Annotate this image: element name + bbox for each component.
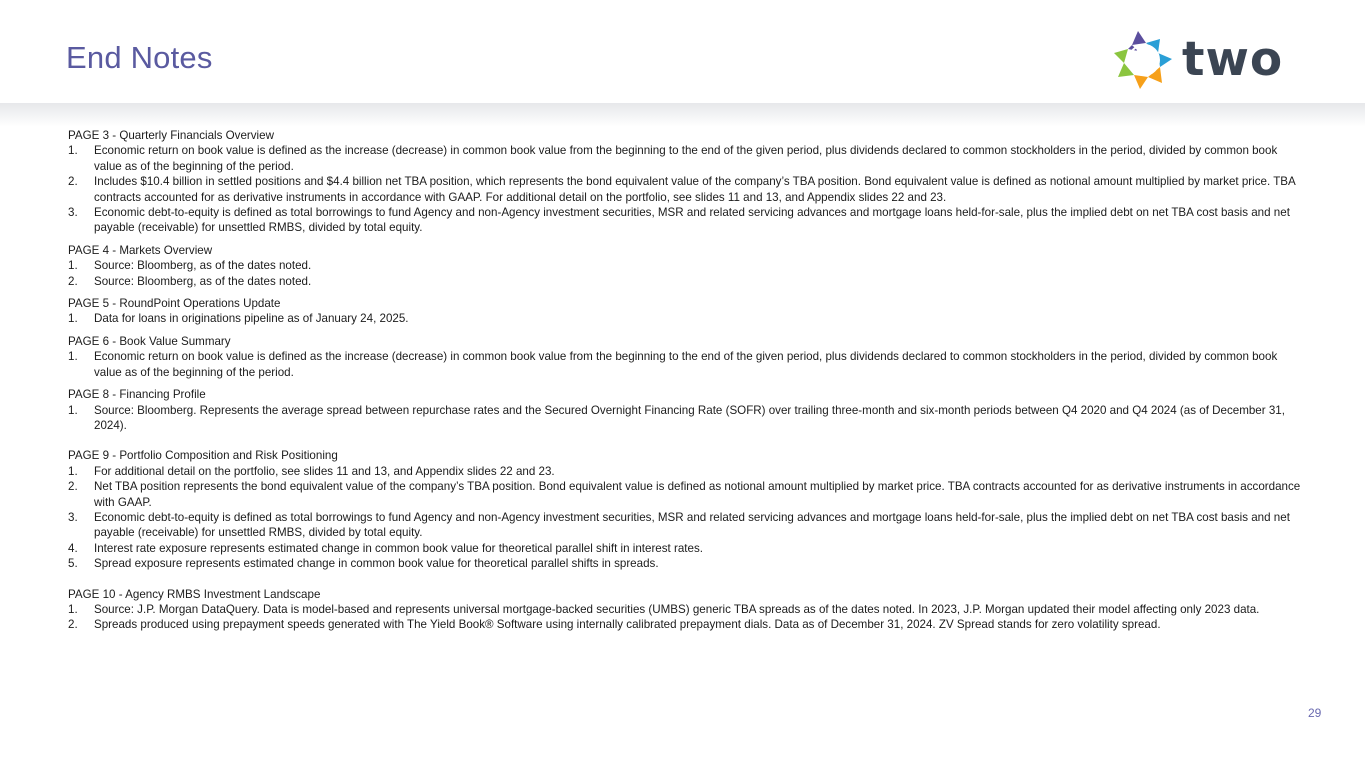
section-title: PAGE 9 - Portfolio Composition and Risk Positioning [68,449,338,463]
note-text: Includes $10.4 billion in settled positions and $4.4 billion net TBA position, which represents the bond equivalent value of the company’s TBA position. Bond equivalent value is defined as notional amount multiplied by market price. TBA contracts accounted for as derivative instruments in accordance with GAAP. For additional detail on the portfolio, see slides 11 and 13, and Appendix slides 22 and 23. [94,175,1296,204]
list-item [68,143,1308,174]
section-title: PAGE 6 - Book Value Summary [68,334,231,348]
note-number: 2. [68,274,78,288]
note-number: 4. [68,541,78,555]
note-text: Source: J.P. Morgan DataQuery. Data is model-based and represents universal mortgage-backed securities (UMBS) generic TBA spreads as of the dates noted. In 2023, J.P. Morgan updated their model affecting only 2023 data. [94,602,1260,616]
note-text: Economic debt-to-equity is defined as total borrowings to fund Agency and non-Agency investment securities, MSR and related servicing advances and mortgage loans held-for-sale, plus the implied debt on net TBA cost basis and net payable (receivable) for unsettled RMBS, divided by total equity. [94,206,1290,235]
section-title: PAGE 3 - Quarterly Financials Overview [68,129,274,142]
note-text: Source: Bloomberg, as of the dates noted. [94,259,312,273]
list-item [68,479,1308,510]
list-item [68,617,1308,632]
list-item [68,464,1308,479]
page-title: End Notes [66,40,213,75]
list-item [68,205,1308,236]
note-number: 1. [68,259,78,273]
note-text: Economic debt-to-equity is defined as total borrowings to fund Agency and non-Agency investment securities, MSR and related servicing advances and mortgage loans held-for-sale, plus the implied debt on net TBA cost basis and net payable (receivable) for unsettled RMBS, divided by total equity. [94,510,1290,540]
note-text: Spread exposure represents estimated change in common book value for theoretical parallel shifts in spreads. [94,557,659,571]
list-item [68,541,1308,556]
note-text: Interest rate exposure represents estimated change in common book value for theoretical parallel shift in interest rates. [94,541,703,555]
note-text: Source: Bloomberg. Represents the average spread between repurchase rates and the Secured Overnight Financing Rate (SOFR) over trailing three-month and six-month periods between Q4 2020 and Q4 2024 (as of December 31, 2024). [94,403,1285,432]
section-title: PAGE 4 - Markets Overview [68,243,213,257]
list-item [68,349,1308,380]
notes-section [68,387,1308,433]
star-ring-logo-icon [1112,27,1176,91]
notes-section [68,243,1308,289]
section-title: PAGE 8 - Financing Profile [68,388,206,402]
list-item [68,174,1308,205]
list-item [68,274,1308,289]
note-text: Spreads produced using prepayment speeds generated with The Yield Book® Software using internally calibrated prepayment dials. Data as of December 31, 2024. ZV Spread stands for zero volatility spread. [94,618,1161,632]
note-number: 3. [68,206,78,220]
note-number: 1. [68,403,78,417]
section-title: PAGE 5 - RoundPoint Operations Update [68,297,281,311]
list-item [68,311,1308,326]
section-title: PAGE 10 - Agency RMBS Investment Landscape [68,587,321,601]
note-text: Source: Bloomberg, as of the dates noted. [94,274,312,288]
note-text: Net TBA position represents the bond equivalent value of the company’s TBA position. Bond equivalent value is defined as notional amount multiplied by market price. TBA contracts accounted for as derivative instruments in accordance with GAAP. [94,480,1301,509]
notes-section [68,334,1308,380]
end-notes-body [68,128,1308,633]
list-item [68,510,1308,541]
notes-section [68,448,1308,571]
note-text: Economic return on book value is defined as the increase (decrease) in common book value from the beginning to the end of the given period, plus dividends declared to common stockholders in the period, divided by common book value as of the beginning of the period. [94,144,1278,173]
list-item [68,556,1308,571]
note-number: 1. [68,464,78,478]
note-text: For additional detail on the portfolio, see slides 11 and 13, and Appendix slides 22 and 23. [94,464,555,478]
note-text: Data for loans in originations pipeline as of January 24, 2025. [94,312,409,326]
note-number: 1. [68,602,78,616]
note-text: Economic return on book value is defined as the increase (decrease) in common book value from the beginning to the end of the given period, plus dividends declared to common stockholders in the period, divided by common book value as of the beginning of the period. [94,350,1278,379]
notes-section [68,587,1308,633]
note-number: 2. [68,480,78,494]
note-number: 2. [68,175,78,189]
company-logo [1112,27,1283,91]
notes-section [68,128,1308,236]
list-item [68,602,1308,617]
note-number: 1. [68,350,78,364]
note-number: 1. [68,312,78,326]
note-number: 2. [68,618,78,632]
notes-section [68,296,1308,327]
logo-wordmark: two [1182,31,1284,87]
list-item [68,258,1308,273]
list-item [68,403,1308,434]
note-number: 1. [68,144,78,158]
header-divider [0,103,1365,127]
note-number: 3. [68,510,78,524]
note-number: 5. [68,557,78,571]
page-number: 29 [1308,706,1322,720]
